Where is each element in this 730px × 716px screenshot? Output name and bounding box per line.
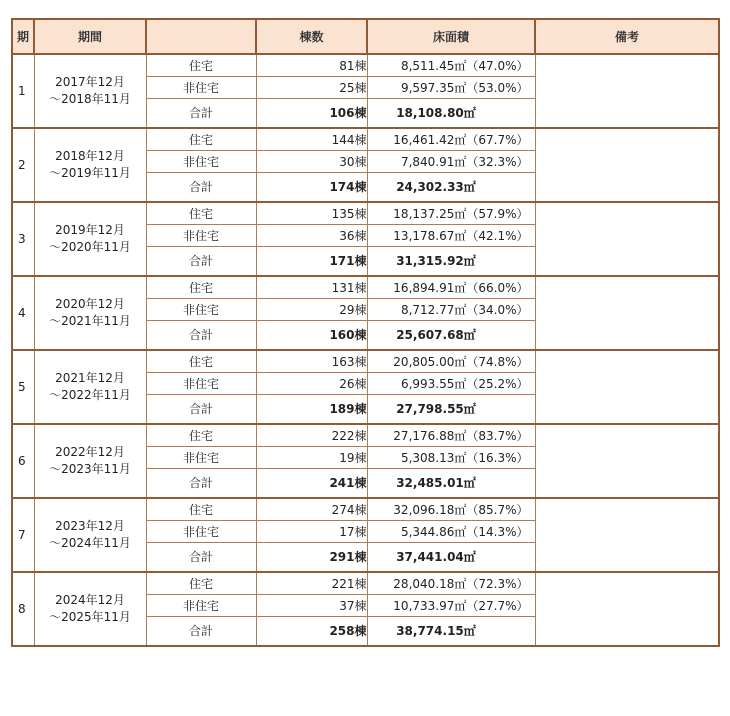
total-count: 171棟 xyxy=(256,246,367,276)
type-residential: 住宅 xyxy=(146,350,256,372)
total-count: 258棟 xyxy=(256,616,367,646)
note-cell xyxy=(535,54,719,128)
residential-area: 16,461.42㎡（67.7%） xyxy=(367,128,535,150)
period-end: ～2020年11月 xyxy=(49,240,131,254)
table-header-row xyxy=(12,19,719,54)
period-end: ～2021年11月 xyxy=(49,314,131,328)
nonresidential-count: 26棟 xyxy=(256,372,367,394)
type-nonresidential: 非住宅 xyxy=(146,372,256,394)
period-range xyxy=(34,276,146,350)
header-floor-area: 床面積 xyxy=(367,19,535,54)
table-row xyxy=(12,202,719,224)
type-total: 合計 xyxy=(146,542,256,572)
nonresidential-area: 8,712.77㎡（34.0%） xyxy=(367,298,535,320)
note-cell xyxy=(535,202,719,276)
table-row xyxy=(12,572,719,594)
type-residential: 住宅 xyxy=(146,572,256,594)
nonresidential-count: 19棟 xyxy=(256,446,367,468)
residential-area: 16,894.91㎡（66.0%） xyxy=(367,276,535,298)
nonresidential-area: 7,840.91㎡（32.3%） xyxy=(367,150,535,172)
type-residential: 住宅 xyxy=(146,498,256,520)
residential-area: 20,805.00㎡（74.8%） xyxy=(367,350,535,372)
residential-area: 27,176.88㎡（83.7%） xyxy=(367,424,535,446)
table-row xyxy=(12,350,719,372)
period-end: ～2019年11月 xyxy=(49,166,131,180)
period-start: 2022年12月 xyxy=(55,445,125,459)
type-residential: 住宅 xyxy=(146,202,256,224)
type-residential: 住宅 xyxy=(146,128,256,150)
period-number: 2 xyxy=(12,128,34,202)
period-start: 2019年12月 xyxy=(55,223,125,237)
note-cell xyxy=(535,276,719,350)
period-start: 2024年12月 xyxy=(55,593,125,607)
type-nonresidential: 非住宅 xyxy=(146,594,256,616)
nonresidential-area: 6,993.55㎡（25.2%） xyxy=(367,372,535,394)
type-total: 合計 xyxy=(146,246,256,276)
total-area: 25,607.68㎡ xyxy=(367,320,535,350)
period-range xyxy=(34,498,146,572)
nonresidential-area: 5,344.86㎡（14.3%） xyxy=(367,520,535,542)
period-number: 8 xyxy=(12,572,34,646)
residential-count: 81棟 xyxy=(256,54,367,76)
type-total: 合計 xyxy=(146,320,256,350)
residential-area: 32,096.18㎡（85.7%） xyxy=(367,498,535,520)
period-end: ～2022年11月 xyxy=(49,388,131,402)
residential-area: 8,511.45㎡（47.0%） xyxy=(367,54,535,76)
period-number: 4 xyxy=(12,276,34,350)
residential-count: 144棟 xyxy=(256,128,367,150)
total-count: 189棟 xyxy=(256,394,367,424)
header-count: 棟数 xyxy=(256,19,367,54)
note-cell xyxy=(535,424,719,498)
period-number: 6 xyxy=(12,424,34,498)
type-residential: 住宅 xyxy=(146,276,256,298)
type-nonresidential: 非住宅 xyxy=(146,150,256,172)
type-total: 合計 xyxy=(146,172,256,202)
type-residential: 住宅 xyxy=(146,424,256,446)
period-number: 5 xyxy=(12,350,34,424)
nonresidential-count: 36棟 xyxy=(256,224,367,246)
total-count: 160棟 xyxy=(256,320,367,350)
residential-count: 131棟 xyxy=(256,276,367,298)
total-area: 32,485.01㎡ xyxy=(367,468,535,498)
nonresidential-area: 10,733.97㎡（27.7%） xyxy=(367,594,535,616)
residential-area: 18,137.25㎡（57.9%） xyxy=(367,202,535,224)
period-end: ～2025年11月 xyxy=(49,610,131,624)
table-row xyxy=(12,128,719,150)
type-nonresidential: 非住宅 xyxy=(146,224,256,246)
header-note: 備考 xyxy=(535,19,719,54)
note-cell xyxy=(535,128,719,202)
header-period-number: 期 xyxy=(12,19,34,54)
period-end: ～2018年11月 xyxy=(49,92,131,106)
total-count: 241棟 xyxy=(256,468,367,498)
total-area: 27,798.55㎡ xyxy=(367,394,535,424)
residential-count: 222棟 xyxy=(256,424,367,446)
residential-count: 135棟 xyxy=(256,202,367,224)
table-row xyxy=(12,276,719,298)
type-residential: 住宅 xyxy=(146,54,256,76)
nonresidential-count: 25棟 xyxy=(256,76,367,98)
period-end: ～2023年11月 xyxy=(49,462,131,476)
type-nonresidential: 非住宅 xyxy=(146,520,256,542)
period-start: 2023年12月 xyxy=(55,519,125,533)
period-range xyxy=(34,424,146,498)
total-area: 38,774.15㎡ xyxy=(367,616,535,646)
total-count: 106棟 xyxy=(256,98,367,128)
building-statistics-table xyxy=(11,18,720,647)
type-nonresidential: 非住宅 xyxy=(146,446,256,468)
period-number: 7 xyxy=(12,498,34,572)
period-start: 2021年12月 xyxy=(55,371,125,385)
total-area: 37,441.04㎡ xyxy=(367,542,535,572)
period-range xyxy=(34,54,146,128)
period-end: ～2024年11月 xyxy=(49,536,131,550)
total-area: 18,108.80㎡ xyxy=(367,98,535,128)
note-cell xyxy=(535,350,719,424)
nonresidential-count: 37棟 xyxy=(256,594,367,616)
period-range xyxy=(34,572,146,646)
period-range xyxy=(34,128,146,202)
residential-count: 221棟 xyxy=(256,572,367,594)
period-start: 2020年12月 xyxy=(55,297,125,311)
period-range xyxy=(34,350,146,424)
type-total: 合計 xyxy=(146,98,256,128)
total-area: 31,315.92㎡ xyxy=(367,246,535,276)
header-type xyxy=(146,19,256,54)
note-cell xyxy=(535,572,719,646)
type-total: 合計 xyxy=(146,394,256,424)
type-nonresidential: 非住宅 xyxy=(146,298,256,320)
table-row xyxy=(12,498,719,520)
type-total: 合計 xyxy=(146,616,256,646)
nonresidential-count: 30棟 xyxy=(256,150,367,172)
total-count: 174棟 xyxy=(256,172,367,202)
period-start: 2018年12月 xyxy=(55,149,125,163)
nonresidential-area: 5,308.13㎡（16.3%） xyxy=(367,446,535,468)
nonresidential-count: 17棟 xyxy=(256,520,367,542)
residential-count: 163棟 xyxy=(256,350,367,372)
period-start: 2017年12月 xyxy=(55,75,125,89)
period-number: 3 xyxy=(12,202,34,276)
nonresidential-count: 29棟 xyxy=(256,298,367,320)
table-row xyxy=(12,424,719,446)
table-body xyxy=(12,54,719,646)
total-area: 24,302.33㎡ xyxy=(367,172,535,202)
period-number: 1 xyxy=(12,54,34,128)
period-range xyxy=(34,202,146,276)
note-cell xyxy=(535,498,719,572)
type-total: 合計 xyxy=(146,468,256,498)
nonresidential-area: 9,597.35㎡（53.0%） xyxy=(367,76,535,98)
total-count: 291棟 xyxy=(256,542,367,572)
nonresidential-area: 13,178.67㎡（42.1%） xyxy=(367,224,535,246)
table-row xyxy=(12,54,719,76)
header-period: 期間 xyxy=(34,19,146,54)
residential-count: 274棟 xyxy=(256,498,367,520)
type-nonresidential: 非住宅 xyxy=(146,76,256,98)
residential-area: 28,040.18㎡（72.3%） xyxy=(367,572,535,594)
